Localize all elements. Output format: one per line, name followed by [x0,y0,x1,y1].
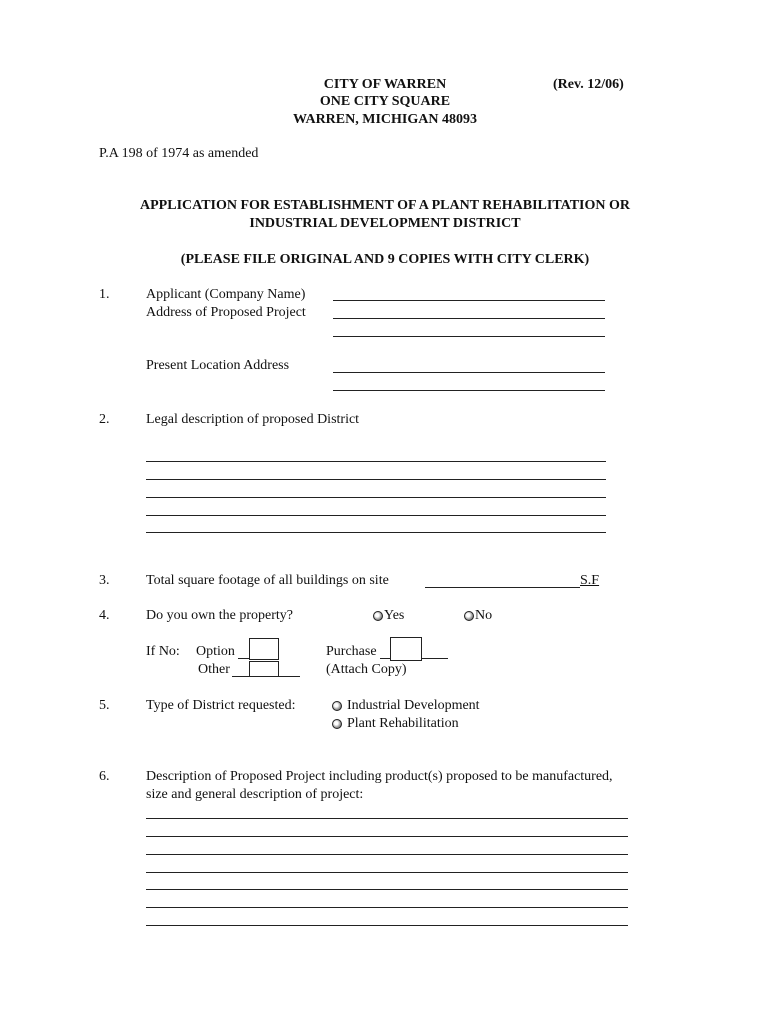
project-description-line-4[interactable] [146,856,628,873]
option-label: Option [196,644,235,659]
q5-number: 5. [99,698,110,713]
purchase-checkbox[interactable] [390,637,422,661]
attach-copy-label: (Attach Copy) [326,662,407,677]
act-reference: P.A 198 of 1974 as amended [99,146,259,161]
project-address-field-2[interactable] [333,320,605,337]
form-title-line1: APPLICATION FOR ESTABLISHMENT OF A PLANT REHABILITATION OR [140,198,630,213]
square-footage-label: Total square footage of all buildings on site [146,573,389,588]
q1-number: 1. [99,287,110,302]
own-property-label: Do you own the property? [146,608,293,623]
project-description-line-3[interactable] [146,838,628,855]
header-address: ONE CITY SQUARE [319,94,451,109]
legal-description-label: Legal description of proposed District [146,412,360,427]
q3-number: 3. [99,573,110,588]
square-footage-field[interactable] [425,571,580,588]
revision-label: (Rev. 12/06) [553,77,624,92]
legal-description-line-3[interactable] [146,481,606,498]
q2-number: 2. [99,412,110,427]
own-no-label: No [475,608,493,623]
project-description-line-5[interactable] [146,873,628,890]
project-address-field-1[interactable] [333,302,605,319]
project-description-line-2[interactable] [146,820,628,837]
project-description-label-2: size and general description of project: [146,787,364,802]
purchase-label: Purchase [326,644,377,659]
option-checkbox[interactable] [249,638,279,660]
district-type-label: Type of District requested: [146,698,296,713]
form-title-line2: INDUSTRIAL DEVELOPMENT DISTRICT [249,216,521,231]
project-description-line-1[interactable] [146,802,628,819]
q6-number: 6. [99,769,110,784]
present-location-label: Present Location Address [146,358,290,373]
other-checkbox[interactable] [249,661,279,677]
square-footage-unit: S.F [580,573,600,588]
filing-note: (PLEASE FILE ORIGINAL AND 9 COPIES WITH CITY CLERK) [180,252,590,267]
legal-description-line-5[interactable] [146,516,606,533]
project-description-line-6[interactable] [146,891,628,908]
applicant-label: Applicant (Company Name) [146,287,306,302]
legal-description-line-1[interactable] [146,445,606,462]
legal-description-line-4[interactable] [146,499,606,516]
header-city-state: WARREN, MICHIGAN 48093 [293,112,477,127]
project-description-label-1: Description of Proposed Project including product(s) proposed to be manufactured, [146,769,613,784]
applicant-name-field[interactable] [333,284,605,301]
own-yes-label: Yes [384,608,405,623]
plant-rehabilitation-label: Plant Rehabilitation [347,716,459,731]
project-address-label: Address of Proposed Project [146,305,306,320]
present-location-field-2[interactable] [333,374,605,391]
present-location-field-1[interactable] [333,356,605,373]
if-no-label: If No: [146,644,180,659]
industrial-development-radio[interactable] [332,701,342,711]
header-city: CITY OF WARREN [323,77,447,92]
own-yes-radio[interactable] [373,611,383,621]
industrial-development-label: Industrial Development [347,698,480,713]
own-no-radio[interactable] [464,611,474,621]
plant-rehabilitation-radio[interactable] [332,719,342,729]
other-label: Other [198,662,230,677]
q4-number: 4. [99,608,110,623]
project-description-line-7[interactable] [146,909,628,926]
legal-description-line-2[interactable] [146,463,606,480]
